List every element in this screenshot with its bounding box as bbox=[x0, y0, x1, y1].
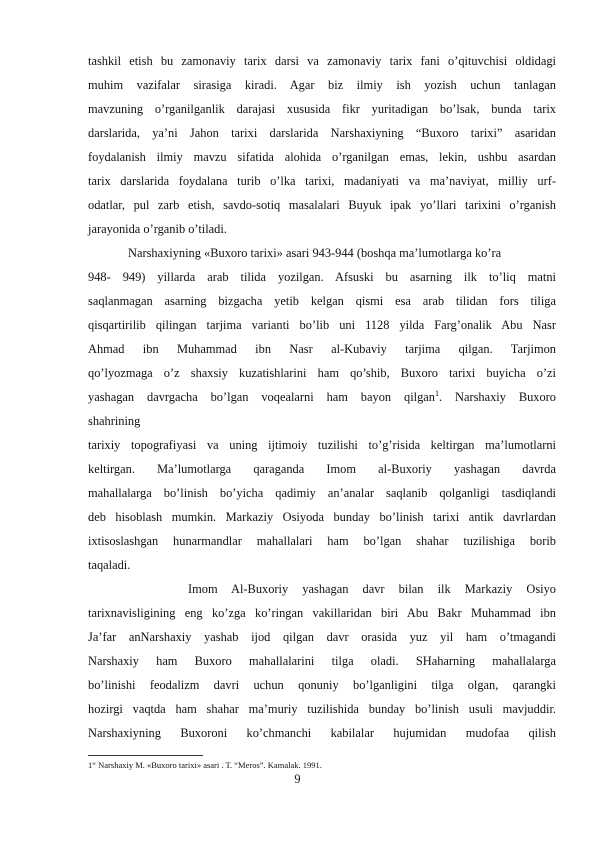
text-line: Ja’far anNarshaxiy yashab ijod qilgan davr orasida yuz yil ham o’tmagandi bbox=[88, 630, 556, 644]
text-line: foydalanish ilmiy mavzu sifatida alohida o’rganilgan emas, lekin, ushbu asardan bbox=[88, 150, 556, 164]
text-line: tarixiy topografiyasi va uning ijtimoiy tuzilishi to’g’risida keltirgan ma’lumotlarni bbox=[88, 438, 556, 452]
text-line: bo’linishi feodalizm davri uchun qonuniy bo’lganligini tilga olgan, qarangki bbox=[88, 678, 556, 692]
text-line: deb hisoblash mumkin. Markaziy Osiyoda bunday bo’linish tarixi antik davrlardan bbox=[88, 510, 556, 524]
text-line: mahallalarga bo’linish bo’yicha qadimiy an’analar saqlanib qolganligi tasdiqlandi bbox=[88, 486, 556, 500]
text-line: mavzuning o’rganilganlik darajasi xususida fikr yuritadigan bo’lsak, bunda tarix bbox=[88, 102, 556, 116]
text-line: 948- 949) yillarda arab tilida yozilgan. Afsuski bu asarning ilk to’liq matni bbox=[88, 270, 556, 284]
text-line: tarixnavisligining eng ko’zga ko’ringan vakillaridan biri Abu Bakr Muhammad ibn bbox=[88, 606, 556, 620]
page-number: 9 bbox=[294, 772, 301, 786]
text-segment: yashagan davrgacha bo’lgan voqealarni ham bayon qilgan bbox=[88, 390, 435, 404]
text-line: Narshaxiy ham Buxoro mahallalarini tilga oladi. SHaharning mahallalarga bbox=[88, 654, 556, 668]
text-line: saqlanmagan asarning bizgacha yetib kelgan qismi esa arab tilidan fors tiliga bbox=[88, 294, 556, 308]
text-line: muhim vazifalar sirasiga kiradi. Agar biz ilmiy ish yozish uchun tanlagan bbox=[88, 78, 556, 92]
text-line: keltirgan. Ma’lumotlarga qaraganda Imom al-Buxoriy yashagan davrda bbox=[88, 462, 556, 476]
text-line: Imom Al-Buxoriy yashagan davr bilan ilk Markaziy Osiyo bbox=[188, 582, 556, 596]
footnote-marker: 1 bbox=[434, 388, 439, 398]
footnote-divider bbox=[88, 755, 203, 756]
text-line: qisqartirilib qilingan tarjima varianti bo’lib uni 1128 yilda Farg’onalik Abu Nasr bbox=[88, 318, 556, 332]
text-line-with-footnote bbox=[88, 390, 556, 404]
text-line: ixtisoslashgan hunarmandlar mahallalari ham bo’lgan shahar tuzilishiga borib bbox=[88, 534, 556, 548]
text-line: Ahmad ibn Muhammad ibn Nasr al-Kubaviy tarjima qilgan. Tarjimon bbox=[88, 342, 556, 356]
text-line: jarayonida o’rganib o’tiladi. bbox=[88, 222, 227, 236]
text-segment: . Narshaxiy Buxoro bbox=[438, 390, 556, 404]
text-line: Narshaxiyning «Buxoro tarixi» asari 943-944 (boshqa ma’lumotlarga ko’ra bbox=[128, 246, 502, 260]
text-line: tarix darslarida foydalana turib o’lka tarixi, madaniyati va ma’naviyat, milliy urf- bbox=[88, 174, 556, 188]
text-line: tashkil etish bu zamonaviy tarix darsi va zamonaviy tarix fani o’qituvchisi oldidagi bbox=[88, 54, 556, 68]
text-line: taqaladi. bbox=[88, 558, 131, 572]
text-line: hozirgi vaqtda ham shahar ma’muriy tuzilishida bunday bo’linish usuli mavjuddir. bbox=[88, 702, 556, 716]
footnote: 1“ Narshaxiy M. «Buxoro tarixi» asari . T. “Meros”. Kamalak. 1991. bbox=[88, 760, 322, 770]
text-line: odatlar, pul zarb etish, savdo-sotiq masalalari Buyuk ipak yo’llari tarixini o’rganish bbox=[88, 198, 556, 212]
text-line: Narshaxiyning Buxoroni ko’chmanchi kabilalar hujumidan mudofaa qilish bbox=[88, 726, 556, 740]
text-line: shahrining bbox=[88, 414, 141, 428]
text-line: darslarida, ya’ni Jahon tarixi darslarida Narshaxiyning “Buxoro tarixi” asaridan bbox=[88, 126, 556, 140]
text-line: qo’lyozmaga o’z shaxsiy kuzatishlarini ham qo’shib, Buxoro tarixi buyicha o’zi bbox=[88, 366, 556, 380]
